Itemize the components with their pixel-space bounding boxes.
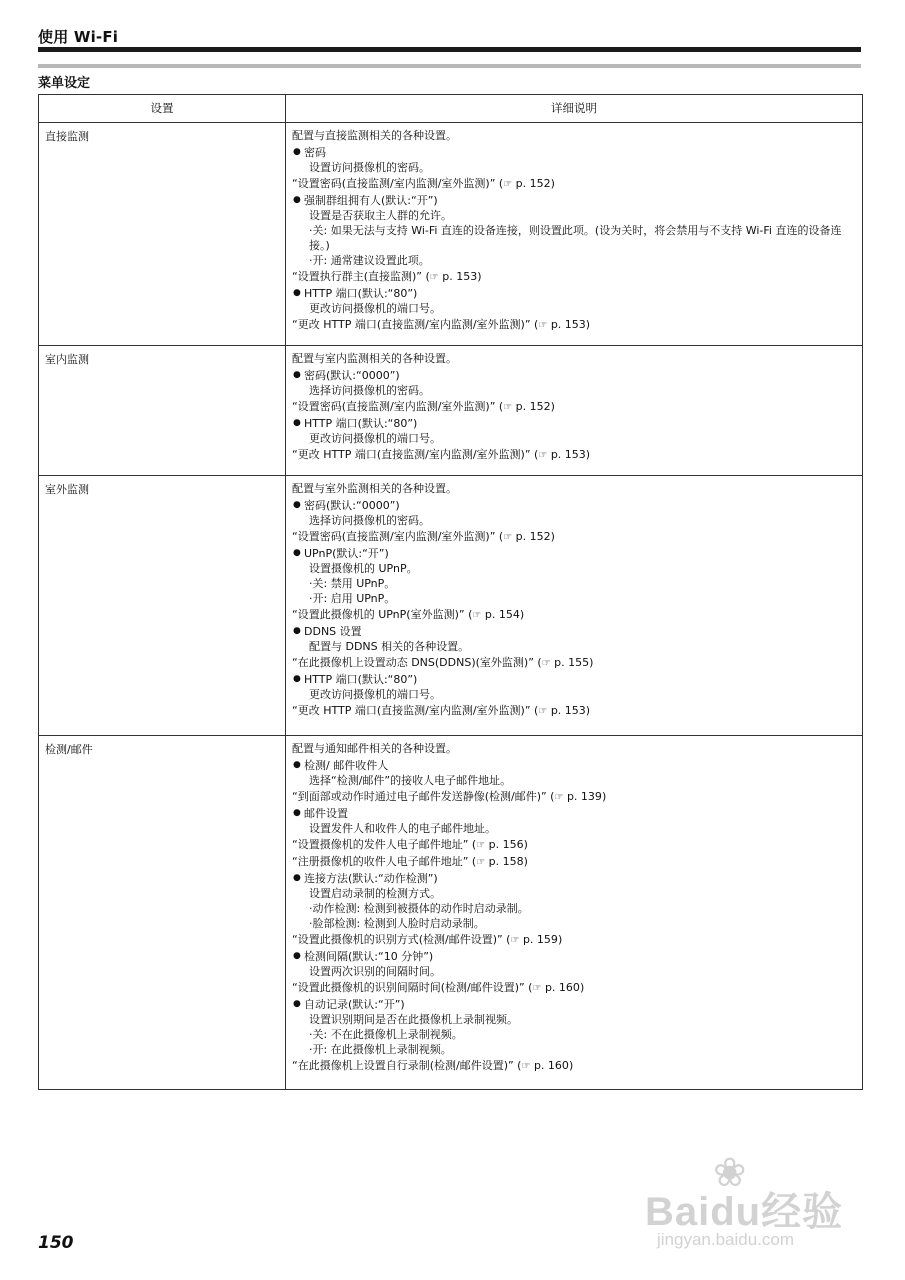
item-description: 配置与 DDNS 相关的各种设置。 bbox=[309, 640, 470, 653]
bullet-icon: ● bbox=[293, 873, 301, 883]
bullet-icon: ● bbox=[293, 418, 301, 428]
reference-text: “设置此摄像机的 UPnP(室外监测)” bbox=[292, 608, 465, 621]
setting-name-cell: 检测/邮件 bbox=[39, 736, 286, 1090]
page-number: 150 bbox=[38, 1233, 74, 1253]
detail-item bbox=[292, 145, 856, 175]
column-header-setting: 设置 bbox=[39, 95, 286, 123]
detail-item bbox=[292, 286, 856, 316]
bullet-icon: ● bbox=[293, 999, 301, 1009]
item-title: 密码 bbox=[304, 146, 326, 159]
reference-hand-icon: ☞ bbox=[554, 792, 564, 803]
reference-hand-icon: ☞ bbox=[503, 402, 513, 413]
page-reference-link[interactable]: “在此摄像机上设置自行录制(检测/邮件设置)” (☞ p. 160) bbox=[292, 1059, 574, 1072]
item-description: 选择访问摄像机的密码。 bbox=[309, 384, 430, 397]
detail-item bbox=[292, 498, 856, 528]
reference-text: “设置密码(直接监测/室内监测/室外监测)” bbox=[292, 400, 496, 413]
reference-page: p. 139 bbox=[566, 790, 602, 803]
item-title: HTTP 端口(默认:“80”) bbox=[304, 673, 418, 686]
reference-text: “设置密码(直接监测/室内监测/室外监测)” bbox=[292, 177, 496, 190]
item-description: ·开: 启用 UPnP。 bbox=[309, 592, 396, 605]
reference-page: p. 156 bbox=[488, 838, 524, 851]
reference-text: “更改 HTTP 端口(直接监测/室内监测/室外监测)” bbox=[292, 318, 531, 331]
reference-text: “设置此摄像机的识别方式(检测/邮件设置)” bbox=[292, 933, 503, 946]
reference-text: “在此摄像机上设置动态 DNS(DDNS)(室外监测)” bbox=[292, 656, 534, 669]
item-description: ·脸部检测: 检测到人脸时启动录制。 bbox=[309, 917, 485, 930]
detail-item bbox=[292, 624, 856, 654]
item-title: 检测/ 邮件收件人 bbox=[304, 759, 389, 772]
item-description: 设置识别期间是否在此摄像机上录制视频。 bbox=[309, 1013, 518, 1026]
item-description: 设置摄像机的 UPnP。 bbox=[309, 562, 418, 575]
item-description: 设置是否获取主人群的允许。 bbox=[309, 209, 452, 222]
reference-hand-icon: ☞ bbox=[476, 857, 486, 868]
table-row bbox=[39, 123, 863, 346]
item-description: 设置启动录制的检测方式。 bbox=[309, 887, 441, 900]
baidu-paw-icon: ❀ bbox=[713, 1150, 747, 1196]
item-description: 更改访问摄像机的端口号。 bbox=[309, 432, 441, 445]
reference-text: “设置密码(直接监测/室内监测/室外监测)” bbox=[292, 530, 496, 543]
reference-hand-icon: ☞ bbox=[541, 658, 551, 669]
detail-intro: 配置与通知邮件相关的各种设置。 bbox=[292, 742, 457, 755]
item-title: HTTP 端口(默认:“80”) bbox=[304, 417, 418, 430]
item-description: 选择“检测/邮件”的接收人电子邮件地址。 bbox=[309, 774, 512, 787]
bullet-icon: ● bbox=[293, 951, 301, 961]
reference-hand-icon: ☞ bbox=[538, 320, 548, 331]
page-reference-link[interactable]: “更改 HTTP 端口(直接监测/室内监测/室外监测)” (☞ p. 153) bbox=[292, 704, 591, 717]
item-description: ·关: 不在此摄像机上录制视频。 bbox=[309, 1028, 463, 1041]
table-row bbox=[39, 346, 863, 476]
detail-item bbox=[292, 997, 856, 1057]
item-description: ·关: 如果无法与支持 Wi-Fi 直连的设备连接，则设置此项。(设为关时，将会禁用与不支持 Wi-Fi 直连的设备连接。) bbox=[309, 224, 842, 252]
setting-name-cell: 室外监测 bbox=[39, 476, 286, 736]
item-description: ·动作检测: 检测到被摄体的动作时启动录制。 bbox=[309, 902, 529, 915]
detail-item bbox=[292, 368, 856, 398]
reference-page: p. 153 bbox=[550, 448, 586, 461]
reference-page: p. 152 bbox=[515, 530, 551, 543]
detail-cell bbox=[286, 476, 863, 736]
detail-intro: 配置与室内监测相关的各种设置。 bbox=[292, 352, 457, 365]
reference-hand-icon: ☞ bbox=[476, 840, 486, 851]
item-title: 检测间隔(默认:“10 分钟”) bbox=[304, 950, 434, 963]
item-title: 自动记录(默认:“开”) bbox=[304, 998, 405, 1011]
section-title: 菜单设定 bbox=[38, 76, 91, 91]
detail-item bbox=[292, 758, 856, 788]
item-description: 更改访问摄像机的端口号。 bbox=[309, 688, 441, 701]
bullet-icon: ● bbox=[293, 626, 301, 636]
setting-name-cell: 直接监测 bbox=[39, 123, 286, 346]
page-reference-link[interactable]: “设置摄像机的发件人电子邮件地址” (☞ p. 156) bbox=[292, 838, 528, 851]
item-title: UPnP(默认:“开”) bbox=[304, 547, 389, 560]
detail-item bbox=[292, 193, 856, 268]
bullet-icon: ● bbox=[293, 370, 301, 380]
detail-item bbox=[292, 949, 856, 979]
reference-text: “在此摄像机上设置自行录制(检测/邮件设置)” bbox=[292, 1059, 514, 1072]
reference-page: p. 154 bbox=[484, 608, 520, 621]
reference-page: p. 153 bbox=[550, 318, 586, 331]
baidu-watermark bbox=[645, 1150, 875, 1260]
detail-intro: 配置与室外监测相关的各种设置。 bbox=[292, 482, 457, 495]
item-title: HTTP 端口(默认:“80”) bbox=[304, 287, 418, 300]
setting-name-cell: 室内监测 bbox=[39, 346, 286, 476]
page-reference-link[interactable]: “到面部或动作时通过电子邮件发送静像(检测/邮件)” (☞ p. 139) bbox=[292, 790, 607, 803]
reference-text: “到面部或动作时通过电子邮件发送静像(检测/邮件)” bbox=[292, 790, 547, 803]
header-rule bbox=[38, 47, 861, 52]
reference-text: “更改 HTTP 端口(直接监测/室内监测/室外监测)” bbox=[292, 448, 531, 461]
column-header-detail: 详细说明 bbox=[286, 95, 863, 123]
watermark-url: jingyan.baidu.com bbox=[657, 1230, 795, 1249]
reference-page: p. 158 bbox=[488, 855, 524, 868]
item-description: 更改访问摄像机的端口号。 bbox=[309, 302, 441, 315]
reference-page: p. 155 bbox=[554, 656, 590, 669]
page-header-title: 使用 Wi-Fi bbox=[38, 28, 119, 46]
detail-item bbox=[292, 416, 856, 446]
reference-page: p. 153 bbox=[442, 270, 478, 283]
bullet-icon: ● bbox=[293, 548, 301, 558]
reference-hand-icon: ☞ bbox=[538, 706, 548, 717]
reference-hand-icon: ☞ bbox=[538, 450, 548, 461]
detail-cell bbox=[286, 736, 863, 1090]
page-reference-link[interactable]: “在此摄像机上设置动态 DNS(DDNS)(室外监测)” (☞ p. 155) bbox=[292, 656, 594, 669]
reference-page: p. 160 bbox=[533, 1059, 569, 1072]
reference-text: “设置此摄像机的识别间隔时间(检测/邮件设置)” bbox=[292, 981, 525, 994]
item-description: 选择访问摄像机的密码。 bbox=[309, 514, 430, 527]
detail-cell bbox=[286, 346, 863, 476]
item-title: 密码(默认:“0000”) bbox=[304, 369, 400, 382]
item-title: 连接方法(默认:“动作检测”) bbox=[304, 872, 438, 885]
reference-text: “设置摄像机的发件人电子邮件地址” bbox=[292, 838, 469, 851]
detail-item bbox=[292, 871, 856, 931]
item-description: ·开: 在此摄像机上录制视频。 bbox=[309, 1043, 452, 1056]
page-reference-link[interactable]: “更改 HTTP 端口(直接监测/室内监测/室外监测)” (☞ p. 153) bbox=[292, 448, 591, 461]
table-header-row bbox=[39, 95, 863, 123]
reference-page: p. 159 bbox=[522, 933, 558, 946]
detail-cell bbox=[286, 123, 863, 346]
page-reference-link[interactable]: “设置密码(直接监测/室内监测/室外监测)” (☞ p. 152) bbox=[292, 400, 555, 413]
page-reference-link[interactable]: “设置执行群主(直接监测)” (☞ p. 153) bbox=[292, 270, 482, 283]
reference-hand-icon: ☞ bbox=[429, 272, 439, 283]
page-reference-link[interactable]: “设置密码(直接监测/室内监测/室外监测)” (☞ p. 152) bbox=[292, 177, 555, 190]
detail-item bbox=[292, 806, 856, 836]
section-rule bbox=[38, 64, 861, 68]
reference-hand-icon: ☞ bbox=[472, 610, 482, 621]
reference-hand-icon: ☞ bbox=[532, 983, 542, 994]
watermark-logo: Baidu经验 bbox=[645, 1190, 844, 1234]
bullet-icon: ● bbox=[293, 147, 301, 157]
page-reference-link[interactable]: “设置此摄像机的 UPnP(室外监测)” (☞ p. 154) bbox=[292, 608, 525, 621]
item-description: 设置发件人和收件人的电子邮件地址。 bbox=[309, 822, 496, 835]
bullet-icon: ● bbox=[293, 288, 301, 298]
bullet-icon: ● bbox=[293, 674, 301, 684]
reference-text: “设置执行群主(直接监测)” bbox=[292, 270, 422, 283]
reference-text: “注册摄像机的收件人电子邮件地址” bbox=[292, 855, 469, 868]
reference-page: p. 153 bbox=[550, 704, 586, 717]
item-title: 邮件设置 bbox=[304, 807, 348, 820]
menu-settings-table bbox=[38, 94, 863, 1090]
reference-hand-icon: ☞ bbox=[521, 1061, 531, 1072]
reference-page: p. 160 bbox=[544, 981, 580, 994]
bullet-icon: ● bbox=[293, 760, 301, 770]
page-reference-link[interactable]: “设置此摄像机的识别方式(检测/邮件设置)” (☞ p. 159) bbox=[292, 933, 563, 946]
reference-hand-icon: ☞ bbox=[510, 935, 520, 946]
item-description: ·开: 通常建议设置此项。 bbox=[309, 254, 430, 267]
reference-page: p. 152 bbox=[515, 177, 551, 190]
reference-page: p. 152 bbox=[515, 400, 551, 413]
reference-text: “更改 HTTP 端口(直接监测/室内监测/室外监测)” bbox=[292, 704, 531, 717]
page-reference-link[interactable]: “注册摄像机的收件人电子邮件地址” (☞ p. 158) bbox=[292, 855, 528, 868]
item-description: 设置访问摄像机的密码。 bbox=[309, 161, 430, 174]
item-title: 密码(默认:“0000”) bbox=[304, 499, 400, 512]
bullet-icon: ● bbox=[293, 500, 301, 510]
reference-hand-icon: ☞ bbox=[503, 532, 513, 543]
detail-item bbox=[292, 546, 856, 606]
page-reference-link[interactable]: “更改 HTTP 端口(直接监测/室内监测/室外监测)” (☞ p. 153) bbox=[292, 318, 591, 331]
item-description: 设置两次识别的间隔时间。 bbox=[309, 965, 441, 978]
table-row bbox=[39, 736, 863, 1090]
item-title: 强制群组拥有人(默认:“开”) bbox=[304, 194, 438, 207]
item-title: DDNS 设置 bbox=[304, 625, 362, 638]
detail-item bbox=[292, 672, 856, 702]
reference-hand-icon: ☞ bbox=[503, 179, 513, 190]
bullet-icon: ● bbox=[293, 808, 301, 818]
page-reference-link[interactable]: “设置密码(直接监测/室内监测/室外监测)” (☞ p. 152) bbox=[292, 530, 555, 543]
bullet-icon: ● bbox=[293, 195, 301, 205]
detail-intro: 配置与直接监测相关的各种设置。 bbox=[292, 129, 457, 142]
table-row bbox=[39, 476, 863, 736]
page-reference-link[interactable]: “设置此摄像机的识别间隔时间(检测/邮件设置)” (☞ p. 160) bbox=[292, 981, 585, 994]
item-description: ·关: 禁用 UPnP。 bbox=[309, 577, 396, 590]
